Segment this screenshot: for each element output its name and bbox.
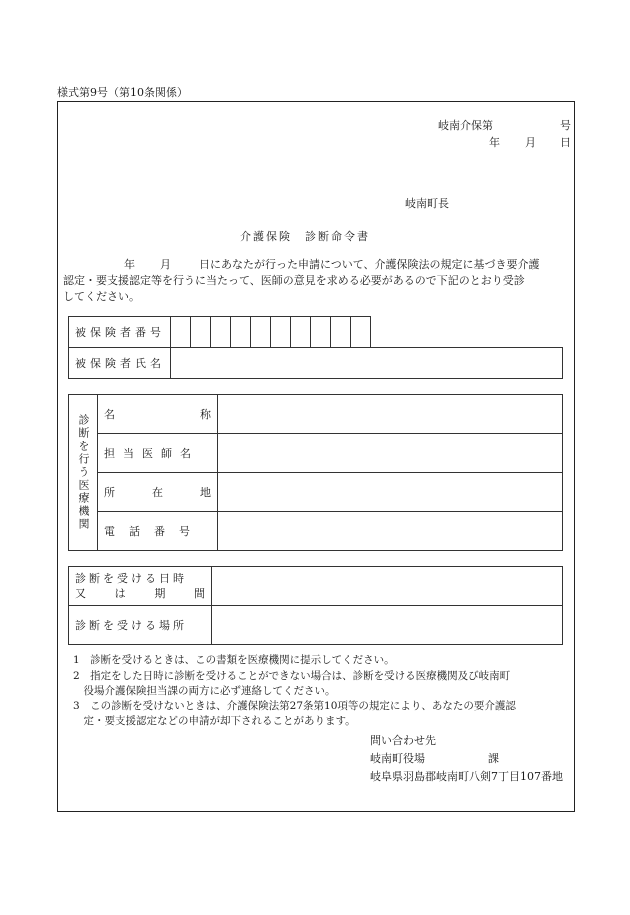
contact-heading: 問い合わせ先 (370, 734, 436, 747)
place-label: 診断を受ける場所 (69, 606, 212, 645)
address-label: 所 (104, 486, 115, 499)
intro-line2: 認定・要支援認定等を行うに当たって、医師の意見を求める必要があるので下記のとおり受診 (63, 274, 525, 287)
contact-office: 岐南町役場 (370, 752, 425, 765)
note-3-cont: 定・要支援認定などの申請が却下されることがあります。 (73, 715, 356, 727)
insured-name-field[interactable] (171, 348, 563, 379)
institution-table: 診断を行う医療機関 名 称 担当医師名 所 在 地 電話番号 (68, 394, 563, 551)
date-year: 年 (489, 136, 500, 149)
intro-year: 年 (124, 258, 135, 271)
note-2: 2 指定をした日時に診断を受けることができない場合は、診断を受ける医療機関及び岐南町 (73, 670, 511, 682)
insured-number-digit[interactable] (171, 317, 191, 348)
institution-name-field[interactable] (218, 395, 563, 434)
issuer: 岐南町長 (405, 197, 449, 210)
insured-number-digit[interactable] (191, 317, 211, 348)
datetime-label: 診断を受ける日時 (75, 572, 187, 585)
insured-number-digit[interactable] (211, 317, 231, 348)
date-day: 日 (560, 136, 571, 149)
insured-name-label: 被保険者氏名 (69, 348, 171, 379)
insured-number-digit[interactable] (311, 317, 331, 348)
contact-address: 岐阜県羽島郡岐南町八剣7丁目107番地 (370, 770, 563, 783)
insured-number-digit[interactable] (331, 317, 351, 348)
date-month: 月 (525, 136, 536, 149)
doc-number-suffix: 号 (560, 119, 571, 132)
period-label: 又 (75, 587, 86, 600)
doctor-label: 担当医師名 (98, 434, 218, 473)
contact-section: 課 (488, 752, 499, 765)
intro-line3: してください。 (63, 290, 140, 303)
page-title: 介護保険 診断命令書 (240, 230, 370, 243)
doctor-field[interactable] (218, 434, 563, 473)
form-number: 様式第9号（第10条関係） (57, 86, 188, 99)
institution-name-label: 名 (104, 408, 115, 421)
insured-number-digit[interactable] (251, 317, 271, 348)
insured-number-digit[interactable] (351, 317, 371, 348)
phone-label: 電話番号 (98, 512, 218, 551)
doc-number-prefix: 岐南介保第 (438, 119, 493, 132)
intro-line1: 日にあなたが行った申請について、介護保険法の規定に基づき要介護 (199, 258, 540, 271)
insured-number-digit[interactable] (271, 317, 291, 348)
insured-number-digit[interactable] (231, 317, 251, 348)
datetime-field[interactable] (212, 567, 563, 606)
insured-table (68, 316, 563, 379)
schedule-table: 診断を受ける日時 又 は 期 間 診断を受ける場所 (68, 566, 563, 645)
address-field[interactable] (218, 473, 563, 512)
note-2-cont: 役場介護保険担当課の両方に必ず連絡してください。 (73, 685, 336, 697)
institution-group-label: 診断を行う医療機関 (77, 414, 90, 531)
note-3: 3 この診断を受けないときは、介護保険法第27条第10項等の規定により、あなたの要介護認 (73, 700, 516, 712)
insured-number-label: 被保険者番号 (69, 317, 171, 348)
note-1: 1 診断を受けるときは、この書類を医療機関に提示してください。 (73, 654, 395, 666)
place-field[interactable] (212, 606, 563, 645)
phone-field[interactable] (218, 512, 563, 551)
intro-month: 月 (160, 258, 171, 271)
insured-number-digit[interactable] (291, 317, 311, 348)
